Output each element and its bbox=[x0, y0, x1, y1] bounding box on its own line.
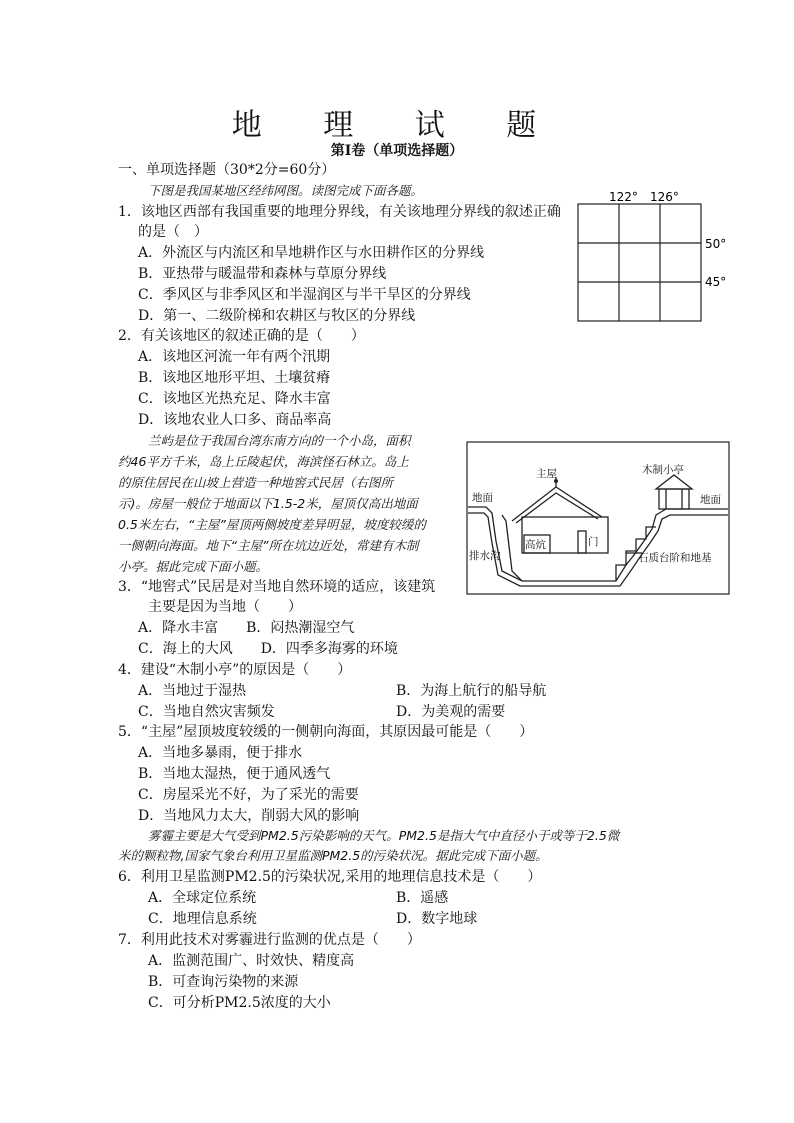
label-kang: 高炕 bbox=[525, 539, 546, 551]
option[interactable]: A．当地过于湿热 bbox=[138, 683, 247, 699]
option[interactable]: B．当地太湿热，便于通风透气 bbox=[138, 766, 331, 782]
lon-label: 126° bbox=[650, 190, 679, 204]
option[interactable]: B．为海上航行的船导航 bbox=[396, 683, 547, 699]
option[interactable]: B．亚热带与暖温带和森林与草原分界线 bbox=[138, 266, 387, 282]
option[interactable]: D．为美观的需要 bbox=[396, 704, 506, 720]
label-ground-left: 地面 bbox=[472, 492, 493, 504]
question-stem: 1．该地区西部有我国重要的地理分界线，有关该地理分界线的叙述正确 bbox=[118, 204, 561, 220]
paper-subtitle: 第Ⅰ卷（单项选择题） bbox=[330, 143, 464, 159]
option[interactable]: A．全球定位系统 bbox=[148, 890, 257, 906]
intro-text: 的原住居民在山坡上营造一种地窖式民居（右图所 bbox=[118, 475, 394, 490]
option[interactable]: A．降水丰富 B．闷热潮湿空气 bbox=[138, 620, 355, 636]
question-stem: 的是（ ） bbox=[138, 224, 208, 240]
intro-text: 米的颗粒物,国家气象台利用卫星监测PM2.5的污染状况。据此完成下面小题。 bbox=[118, 848, 548, 863]
question-stem: 2．有关该地区的叙述正确的是（ ） bbox=[118, 328, 365, 344]
intro-text: 小亭。据此完成下面小题。 bbox=[118, 559, 269, 574]
lat-label: 45° bbox=[705, 275, 727, 289]
lat-lon-grid-figure bbox=[572, 188, 732, 328]
option[interactable]: C．季风区与非季风区和半湿润区与半干旱区的分界线 bbox=[138, 287, 471, 303]
question-stem: 主要是因为当地（ ） bbox=[148, 599, 302, 615]
intro-text: 下图是我国某地区经纬网图。读图完成下面各题。 bbox=[148, 183, 424, 198]
option[interactable]: D．该地农业人口多、商品率高 bbox=[138, 412, 332, 428]
lon-label: 122° bbox=[609, 190, 638, 204]
option[interactable]: D．第一、二级阶梯和农耕区与牧区的分界线 bbox=[138, 308, 416, 324]
question-stem: 4．建设“木制小亭”的原因是（ ） bbox=[118, 662, 352, 678]
option[interactable]: A．该地区河流一年有两个汛期 bbox=[138, 349, 331, 365]
label-ground-right: 地面 bbox=[700, 494, 721, 506]
option[interactable]: A．监测范围广、时效快、精度高 bbox=[148, 953, 355, 969]
option[interactable]: C．海上的大风 D．四季多海雾的环境 bbox=[138, 641, 398, 657]
option[interactable]: B．可查询污染物的来源 bbox=[148, 974, 299, 990]
label-stone-foundation: 石质台阶和地基 bbox=[638, 552, 712, 564]
question-stem: 6．利用卫星监测PM2.5的污染状况,采用的地理信息技术是（ ） bbox=[118, 869, 542, 885]
option[interactable]: A．当地多暴雨，便于排水 bbox=[138, 745, 303, 761]
option[interactable]: C．房屋采光不好，为了采光的需要 bbox=[138, 787, 359, 803]
label-drain: 排水沟 bbox=[469, 550, 501, 562]
option[interactable]: C．地理信息系统 bbox=[148, 911, 257, 927]
option[interactable]: A．外流区与内流区和旱地耕作区与水田耕作区的分界线 bbox=[138, 245, 485, 261]
intro-text: 一侧朝向海面。地下“主屋”所在坑边近处，常建有木制 bbox=[118, 538, 419, 553]
question-stem: 3．“地窖式”民居是对当地自然环境的适应，该建筑 bbox=[118, 579, 436, 595]
question-stem: 7．利用此技术对雾霾进行监测的优点是（ ） bbox=[118, 932, 421, 948]
option[interactable]: D．数字地球 bbox=[396, 911, 478, 927]
label-pavilion: 木制小亭 bbox=[642, 464, 684, 476]
intro-text: 雾霾主要是大气受到PM2.5污染影响的天气。PM2.5是指大气中直径小于或等于2.5微 bbox=[148, 828, 620, 843]
intro-text: 示)。房屋一般位于地面以下1.5-2米，屋顶仅高出地面 bbox=[118, 496, 418, 511]
section-heading: 一、单项选择题（30*2分=60分） bbox=[118, 162, 336, 178]
label-main-house: 主屋 bbox=[536, 468, 557, 480]
intro-text: 约46平方千米，岛上丘陵起伏，海滨怪石林立。岛上 bbox=[118, 454, 409, 469]
option[interactable]: B．遥感 bbox=[396, 890, 449, 906]
option[interactable]: C．该地区光热充足、降水丰富 bbox=[138, 391, 331, 407]
label-door: 门 bbox=[588, 536, 599, 548]
option[interactable]: D．当地风力太大，削弱大风的影响 bbox=[138, 808, 360, 824]
page-title: 地 理 试 题 bbox=[231, 108, 563, 143]
option[interactable]: C．当地自然灾害频发 bbox=[138, 704, 275, 720]
semi-underground-house-figure bbox=[466, 441, 730, 595]
intro-text: 0.5米左右，“主屋”屋顶两侧坡度差异明显，坡度较缓的 bbox=[118, 517, 426, 532]
option[interactable]: C．可分析PM2.5浓度的大小 bbox=[148, 995, 331, 1011]
option[interactable]: B．该地区地形平坦、土壤贫瘠 bbox=[138, 370, 331, 386]
question-stem: 5．“主屋”屋顶坡度较缓的一侧朝向海面，其原因最可能是（ ） bbox=[118, 724, 534, 740]
intro-text: 兰屿是位于我国台湾东南方向的一个小岛，面积 bbox=[148, 433, 411, 448]
lat-label: 50° bbox=[705, 237, 727, 251]
